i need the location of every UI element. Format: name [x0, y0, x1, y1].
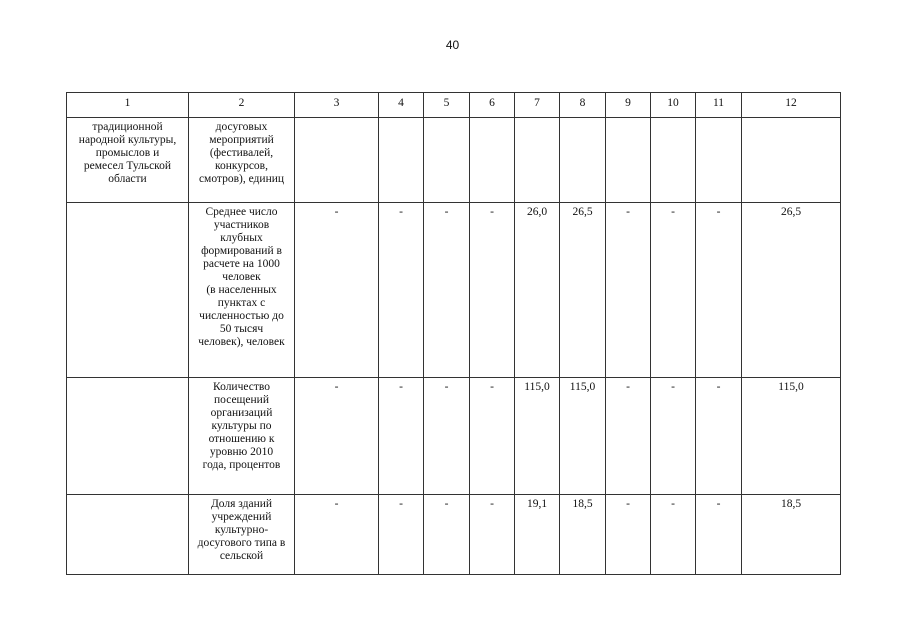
column-header: 11: [696, 93, 742, 118]
column-header: 8: [560, 93, 606, 118]
value-cell: [742, 118, 841, 203]
value-cell: 115,0: [560, 378, 606, 495]
value-cell: [295, 118, 379, 203]
value-cell: -: [295, 203, 379, 378]
value-cell: 115,0: [515, 378, 560, 495]
value-cell: -: [295, 495, 379, 575]
value-cell: 18,5: [742, 495, 841, 575]
column-header: 9: [606, 93, 651, 118]
column-header: 7: [515, 93, 560, 118]
program-name-cell: традиционной народной культуры, промыслов и ремесел Тульской области: [67, 118, 189, 203]
value-cell: 26,5: [560, 203, 606, 378]
value-cell: -: [651, 203, 696, 378]
value-cell: [560, 118, 606, 203]
program-name-cell: [67, 203, 189, 378]
value-cell: [470, 118, 515, 203]
value-cell: [696, 118, 742, 203]
program-name-cell: [67, 378, 189, 495]
value-cell: -: [696, 378, 742, 495]
value-cell: 19,1: [515, 495, 560, 575]
column-header: 2: [189, 93, 295, 118]
value-cell: [379, 118, 424, 203]
value-cell: [651, 118, 696, 203]
column-header: 4: [379, 93, 424, 118]
column-header: 5: [424, 93, 470, 118]
table-header-row: [67, 93, 841, 118]
value-cell: 18,5: [560, 495, 606, 575]
table-row: [67, 378, 841, 495]
value-cell: 26,5: [742, 203, 841, 378]
value-cell: -: [606, 495, 651, 575]
indicator-name-cell: Доля зданий учреждений культурно- досугового типа в сельской: [189, 495, 295, 575]
column-header: 1: [67, 93, 189, 118]
value-cell: -: [470, 203, 515, 378]
value-cell: -: [424, 378, 470, 495]
table-row: [67, 118, 841, 203]
value-cell: -: [470, 378, 515, 495]
value-cell: -: [424, 495, 470, 575]
table-row: [67, 203, 841, 378]
value-cell: -: [606, 378, 651, 495]
column-header: 3: [295, 93, 379, 118]
column-header: 10: [651, 93, 696, 118]
indicator-name-cell: Количество посещений организаций культуры по отношению к уровню 2010 года, процентов: [189, 378, 295, 495]
value-cell: [424, 118, 470, 203]
data-table: [66, 92, 841, 575]
value-cell: -: [295, 378, 379, 495]
value-cell: -: [379, 495, 424, 575]
indicator-name-cell: досуговых мероприятий (фестивалей, конкурсов, смотров), единиц: [189, 118, 295, 203]
program-name-cell: [67, 495, 189, 575]
value-cell: -: [696, 203, 742, 378]
value-cell: -: [379, 203, 424, 378]
indicator-name-cell: Среднее число участников клубных формирований в расчете на 1000 человек (в населенных пунктах с численностью до 50 тысяч человек), человек: [189, 203, 295, 378]
value-cell: [515, 118, 560, 203]
value-cell: 26,0: [515, 203, 560, 378]
column-header: 12: [742, 93, 841, 118]
table-row: [67, 495, 841, 575]
value-cell: 115,0: [742, 378, 841, 495]
page-number: 40: [445, 38, 460, 52]
value-cell: -: [379, 378, 424, 495]
value-cell: -: [651, 495, 696, 575]
value-cell: -: [606, 203, 651, 378]
value-cell: -: [696, 495, 742, 575]
value-cell: [606, 118, 651, 203]
value-cell: -: [424, 203, 470, 378]
value-cell: -: [651, 378, 696, 495]
value-cell: -: [470, 495, 515, 575]
column-header: 6: [470, 93, 515, 118]
